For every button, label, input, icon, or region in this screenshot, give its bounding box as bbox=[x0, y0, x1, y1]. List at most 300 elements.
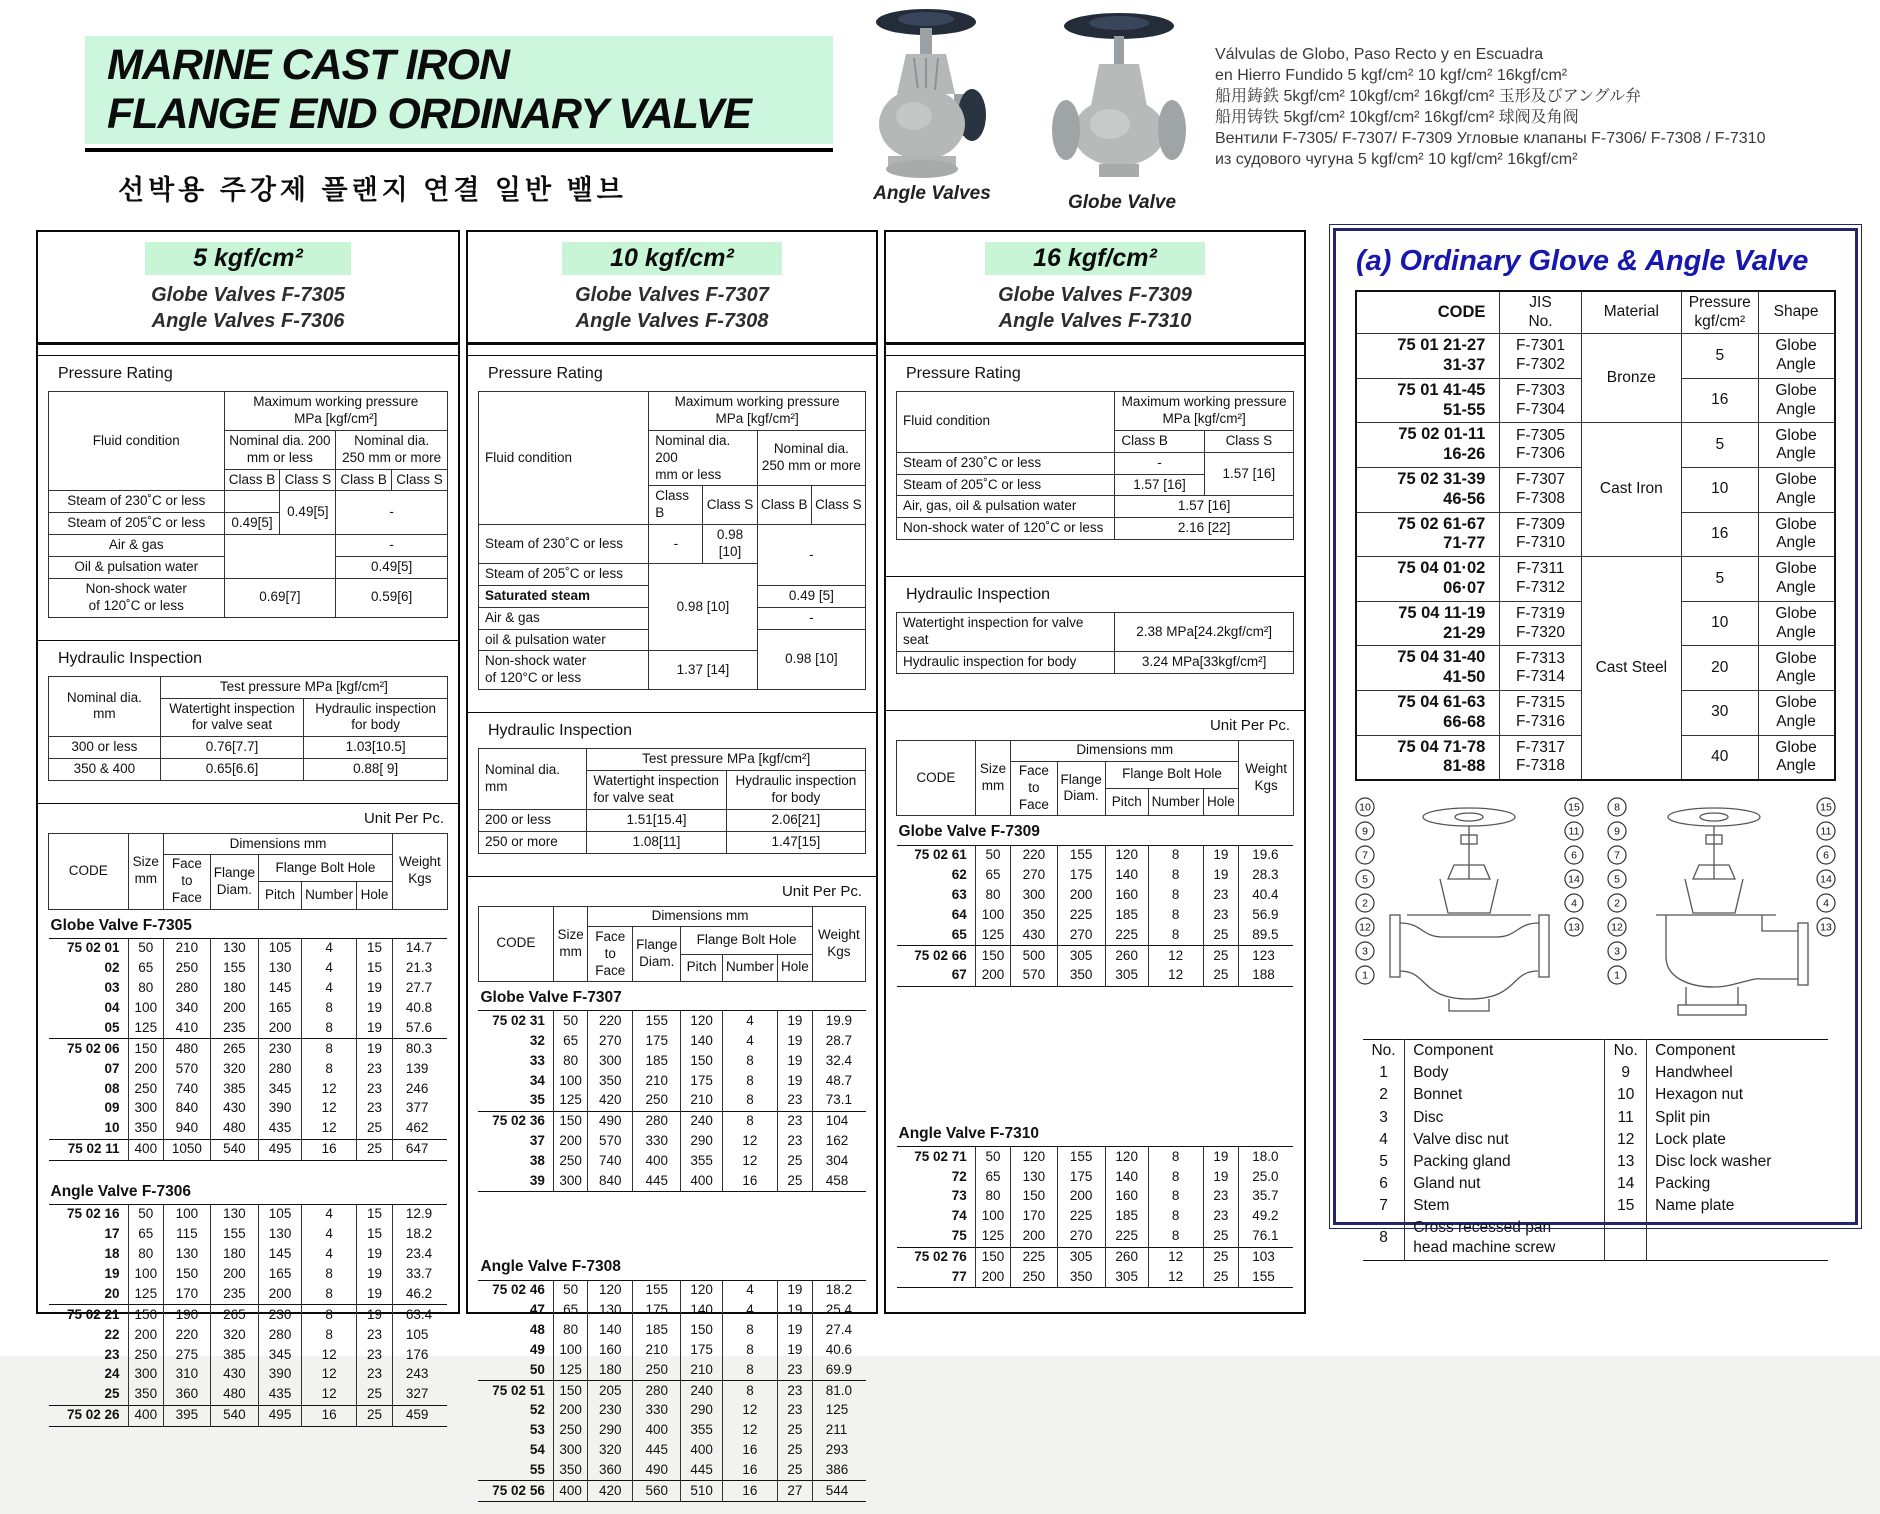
cell: 33 bbox=[478, 1051, 553, 1071]
cell: 740 bbox=[164, 1079, 211, 1099]
cell: 180 bbox=[210, 1245, 258, 1265]
pressure-badge: 5 kgf/cm² bbox=[145, 242, 351, 275]
cell: 8 bbox=[722, 1340, 777, 1360]
cell: 103 bbox=[1239, 1247, 1294, 1267]
cell: 75 01 41-45 51-55 bbox=[1356, 378, 1499, 423]
cell: 5 bbox=[1682, 334, 1759, 379]
cell: - bbox=[757, 607, 865, 629]
cell: 77 bbox=[897, 1267, 976, 1287]
cell: 0.88[ 9] bbox=[304, 759, 448, 781]
cell: 230 bbox=[588, 1401, 633, 1421]
cell: - bbox=[757, 525, 865, 586]
cell: 23 bbox=[777, 1360, 812, 1380]
code-jis-table bbox=[1348, 290, 1843, 781]
cell: Size mm bbox=[975, 740, 1010, 816]
cell: Hexagon nut bbox=[1647, 1084, 1828, 1106]
svg-text:2: 2 bbox=[1362, 898, 1368, 910]
cell: 19.6 bbox=[1239, 845, 1294, 865]
cell: 250 bbox=[128, 1345, 164, 1365]
cell bbox=[897, 986, 1294, 1118]
cell: 8 bbox=[1148, 885, 1203, 905]
cell: 150 bbox=[553, 1111, 588, 1131]
cell: Nominal dia. 250 mm or more bbox=[336, 430, 448, 469]
cell: 19 bbox=[777, 1320, 812, 1340]
cell: 100 bbox=[553, 1071, 588, 1091]
cell: 435 bbox=[259, 1119, 302, 1139]
cell: 25 bbox=[1203, 946, 1239, 966]
cell: 32.4 bbox=[812, 1051, 865, 1071]
cell: 23 bbox=[777, 1091, 812, 1111]
cell: 230 bbox=[259, 1305, 302, 1325]
cell: CODE bbox=[897, 740, 976, 816]
svg-text:5: 5 bbox=[1362, 874, 1368, 886]
cell: 4 bbox=[302, 959, 357, 979]
cell: 290 bbox=[681, 1132, 723, 1152]
cell: Class B bbox=[336, 469, 392, 491]
cell: 24 bbox=[49, 1365, 129, 1385]
cell: Steam of 205˚C or less bbox=[897, 474, 1115, 496]
cell: 350 bbox=[1057, 1267, 1105, 1287]
cell: 8 bbox=[722, 1071, 777, 1091]
cell: 410 bbox=[164, 1018, 211, 1038]
cell: Number bbox=[302, 882, 357, 909]
cell: 28.7 bbox=[812, 1031, 865, 1051]
cell: 350 bbox=[553, 1461, 588, 1481]
cell: 64 bbox=[897, 905, 976, 925]
cell: 360 bbox=[588, 1461, 633, 1481]
section-label: Pressure Rating bbox=[58, 365, 450, 383]
cell: F-7307 F-7308 bbox=[1500, 467, 1581, 512]
cell: Name plate bbox=[1647, 1195, 1828, 1217]
cell: Air & gas bbox=[49, 535, 225, 557]
cell: 4 bbox=[302, 979, 357, 999]
cell: Class B bbox=[649, 486, 703, 525]
cell: 280 bbox=[633, 1111, 681, 1131]
cell: 27 bbox=[777, 1481, 812, 1502]
cell: 420 bbox=[588, 1481, 633, 1502]
cell: 19 bbox=[777, 1011, 812, 1031]
cell: 18.0 bbox=[1239, 1147, 1294, 1167]
cell: 12 bbox=[722, 1152, 777, 1172]
cell: 81.0 bbox=[812, 1381, 865, 1401]
cell: 300 bbox=[128, 1099, 164, 1119]
cell: 25 bbox=[1203, 925, 1239, 945]
cell: F-7303 F-7304 bbox=[1500, 378, 1581, 423]
cell: 03 bbox=[49, 979, 129, 999]
cell: Globe Valve F-7309 bbox=[897, 816, 1294, 845]
cell: 355 bbox=[681, 1152, 723, 1172]
cell: 305 bbox=[1105, 1267, 1148, 1287]
hydraulic-inspection-section bbox=[468, 712, 876, 865]
cell: 200 bbox=[128, 1325, 164, 1345]
cell: 330 bbox=[633, 1132, 681, 1152]
cell: 570 bbox=[164, 1059, 211, 1079]
cell: 23 bbox=[357, 1345, 393, 1365]
cell: 04 bbox=[49, 999, 129, 1019]
cell: Class B bbox=[224, 469, 280, 491]
cell: 125 bbox=[128, 1018, 164, 1038]
cell: 12 bbox=[302, 1099, 357, 1119]
cell: 560 bbox=[633, 1481, 681, 1502]
cell: 23 bbox=[1203, 905, 1239, 925]
cell: 180 bbox=[210, 979, 258, 999]
cell: Number bbox=[1148, 788, 1203, 815]
cell: 25 bbox=[1203, 1227, 1239, 1247]
cell: 280 bbox=[164, 979, 211, 999]
cell: 400 bbox=[633, 1421, 681, 1441]
cell: 130 bbox=[588, 1301, 633, 1321]
cell: 23 bbox=[1203, 1207, 1239, 1227]
cell: 16 bbox=[1682, 378, 1759, 423]
cell: 280 bbox=[633, 1381, 681, 1401]
cell: 200 bbox=[259, 1284, 302, 1304]
cell: 75 04 61-63 66-68 bbox=[1356, 690, 1499, 735]
cell: 130 bbox=[210, 1204, 258, 1224]
cell: 16 bbox=[302, 1405, 357, 1426]
cell: 38 bbox=[478, 1152, 553, 1172]
cell: 150 bbox=[164, 1265, 211, 1285]
cell: 75 04 11-19 21-29 bbox=[1356, 601, 1499, 646]
cell: Disc bbox=[1405, 1107, 1605, 1129]
cell: 23 bbox=[1203, 885, 1239, 905]
cell: Hydraulic inspection for body bbox=[304, 698, 448, 737]
cell: 235 bbox=[210, 1018, 258, 1038]
cell: Globe Angle bbox=[1758, 423, 1835, 468]
cell: oil & pulsation water bbox=[478, 629, 648, 651]
cell: 8 bbox=[302, 1284, 357, 1304]
cell: 139 bbox=[392, 1059, 447, 1079]
cell: Hydraulic inspection for body bbox=[726, 771, 865, 810]
cell: Globe Angle bbox=[1758, 557, 1835, 602]
cell bbox=[1605, 1217, 1647, 1260]
cell: Face to Face bbox=[588, 927, 633, 982]
cell: 180 bbox=[588, 1360, 633, 1380]
cell: 458 bbox=[812, 1171, 865, 1191]
cell: 75 02 36 bbox=[478, 1111, 553, 1131]
cell: 23 bbox=[357, 1325, 393, 1345]
component-list-table bbox=[1348, 1039, 1843, 1260]
cell: 10 bbox=[1682, 601, 1759, 646]
section-label: Pressure Rating bbox=[906, 365, 1296, 383]
cell: 11 bbox=[1605, 1107, 1647, 1129]
cell: Globe Valve F-7307 bbox=[478, 982, 865, 1011]
cell: Pitch bbox=[259, 882, 302, 909]
cell: 125 bbox=[975, 1227, 1010, 1247]
cell: 8 bbox=[302, 1018, 357, 1038]
cell: 145 bbox=[259, 979, 302, 999]
cell: 125 bbox=[128, 1284, 164, 1304]
cell: 25 bbox=[1203, 966, 1239, 986]
cell: F-7311 F-7312 bbox=[1500, 557, 1581, 602]
multilingual-description bbox=[1215, 44, 1875, 170]
cell: 73 bbox=[897, 1187, 976, 1207]
cell: Steam of 205˚C or less bbox=[49, 513, 225, 535]
cell: Pitch bbox=[681, 954, 723, 981]
cell: Non-shock water of 120˚C or less bbox=[897, 518, 1115, 540]
cell: 05 bbox=[49, 1018, 129, 1038]
cell: 75 02 01-11 16-26 bbox=[1356, 423, 1499, 468]
cell: 430 bbox=[1011, 925, 1057, 945]
cell: 50 bbox=[478, 1360, 553, 1380]
cell: F-7301 F-7302 bbox=[1500, 334, 1581, 379]
cell: 435 bbox=[259, 1385, 302, 1405]
cell: 55 bbox=[478, 1461, 553, 1481]
cell: 175 bbox=[633, 1031, 681, 1051]
cell: 185 bbox=[633, 1051, 681, 1071]
cell: 510 bbox=[681, 1481, 723, 1502]
pressure-class-block-10kg bbox=[466, 230, 878, 1314]
cell: 89.5 bbox=[1239, 925, 1294, 945]
cell: Oil & pulsation water bbox=[49, 557, 225, 579]
cell: 120 bbox=[1105, 1147, 1148, 1167]
cell: 50 bbox=[975, 845, 1010, 865]
cell: JIS No. bbox=[1500, 291, 1581, 334]
cell: 16 bbox=[722, 1441, 777, 1461]
cell: 100 bbox=[975, 905, 1010, 925]
svg-text:8: 8 bbox=[1614, 802, 1620, 814]
cell: 250 bbox=[1011, 1267, 1057, 1287]
svg-text:1: 1 bbox=[1362, 970, 1368, 982]
cell: 100 bbox=[553, 1340, 588, 1360]
cell: 8 bbox=[1148, 925, 1203, 945]
cell: 19 bbox=[49, 1265, 129, 1285]
section-label: Hydraulic Inspection bbox=[488, 722, 868, 740]
cell: 13 bbox=[1605, 1151, 1647, 1173]
cell bbox=[224, 535, 336, 579]
cell: 8 bbox=[1148, 845, 1203, 865]
cell: 150 bbox=[128, 1039, 164, 1059]
cell: 647 bbox=[392, 1139, 447, 1160]
cell: Valve disc nut bbox=[1405, 1129, 1605, 1151]
hydraulic-inspection-section bbox=[886, 576, 1304, 700]
cell: Steam of 230˚C or less bbox=[897, 452, 1115, 474]
cell: 80 bbox=[975, 1187, 1010, 1207]
desc-japanese: 船用鋳鉄 5kgf/cm² 10kgf/cm² 16kgf/cm² 玉形及びアングル弁 bbox=[1215, 86, 1875, 107]
cell: 150 bbox=[681, 1051, 723, 1071]
cell: 175 bbox=[1057, 866, 1105, 886]
cell: 200 bbox=[1057, 1187, 1105, 1207]
cell: 480 bbox=[210, 1385, 258, 1405]
svg-text:1: 1 bbox=[1614, 970, 1620, 982]
svg-text:10: 10 bbox=[1359, 802, 1371, 814]
cell: 8 bbox=[1148, 866, 1203, 886]
cell: 17 bbox=[49, 1225, 129, 1245]
section-label: Hydraulic Inspection bbox=[906, 586, 1296, 604]
cell: 390 bbox=[259, 1365, 302, 1385]
cell: 4 bbox=[302, 938, 357, 958]
cell: 4 bbox=[302, 1245, 357, 1265]
cell: Component bbox=[1647, 1040, 1828, 1063]
cell: 250 bbox=[164, 959, 211, 979]
cell: 105 bbox=[392, 1325, 447, 1345]
cell: 459 bbox=[392, 1405, 447, 1426]
cell: 140 bbox=[1105, 866, 1148, 886]
cell: Shape bbox=[1758, 291, 1835, 334]
cell: Split pin bbox=[1647, 1107, 1828, 1129]
cell: 20 bbox=[49, 1284, 129, 1304]
cell: 940 bbox=[164, 1119, 211, 1139]
pressure-badge: 10 kgf/cm² bbox=[562, 242, 782, 275]
cell: 210 bbox=[633, 1340, 681, 1360]
cell: Hole bbox=[1203, 788, 1239, 815]
cell: 200 bbox=[128, 1059, 164, 1079]
cell: Nominal dia. mm bbox=[478, 749, 586, 810]
cell: 75 02 46 bbox=[478, 1280, 553, 1300]
cell: 25 bbox=[357, 1405, 393, 1426]
pressure-rating-section bbox=[468, 355, 876, 702]
cell: 120 bbox=[681, 1280, 723, 1300]
cell: 420 bbox=[588, 1091, 633, 1111]
svg-text:6: 6 bbox=[1571, 850, 1577, 862]
cell: Test pressure MPa [kgf/cm²] bbox=[160, 676, 447, 698]
cell: 225 bbox=[1057, 1207, 1105, 1227]
cell: 360 bbox=[164, 1385, 211, 1405]
cell: 16 bbox=[1682, 512, 1759, 557]
cell: 490 bbox=[588, 1111, 633, 1131]
cell: 120 bbox=[588, 1280, 633, 1300]
cell: 165 bbox=[259, 1265, 302, 1285]
svg-text:4: 4 bbox=[1571, 898, 1577, 910]
cell: 8 bbox=[1148, 905, 1203, 925]
angle-valves-caption: Angle Valves bbox=[852, 183, 1012, 205]
cell: 385 bbox=[210, 1345, 258, 1365]
section-label: Hydraulic Inspection bbox=[58, 650, 450, 668]
svg-text:7: 7 bbox=[1362, 850, 1368, 862]
cell: 5 bbox=[1682, 557, 1759, 602]
cell: 430 bbox=[210, 1365, 258, 1385]
cell: 18.2 bbox=[812, 1280, 865, 1300]
cell: 350 bbox=[128, 1119, 164, 1139]
cell: Class S bbox=[1204, 430, 1293, 452]
cell: 8 bbox=[722, 1111, 777, 1131]
cell: 65 bbox=[128, 1225, 164, 1245]
cell: 50 bbox=[128, 1204, 164, 1224]
cell: 50 bbox=[975, 1147, 1010, 1167]
hydraulic-inspection-table bbox=[46, 676, 450, 781]
cell: 0.76[7.7] bbox=[160, 737, 304, 759]
cell: 40.6 bbox=[812, 1340, 865, 1360]
cell: Maximum working pressure MPa [kgf/cm²] bbox=[1115, 392, 1294, 431]
cell: Globe Angle bbox=[1758, 467, 1835, 512]
cell: 570 bbox=[1011, 966, 1057, 986]
cell: 50 bbox=[553, 1280, 588, 1300]
cell: 75 02 51 bbox=[478, 1381, 553, 1401]
cell: 19 bbox=[777, 1280, 812, 1300]
cell: 175 bbox=[633, 1301, 681, 1321]
cell: 246 bbox=[392, 1079, 447, 1099]
cell: Handwheel bbox=[1647, 1062, 1828, 1084]
cell: 105 bbox=[259, 938, 302, 958]
cell: 330 bbox=[633, 1401, 681, 1421]
cell: 47 bbox=[478, 1301, 553, 1321]
cell: 49 bbox=[478, 1340, 553, 1360]
cell: 462 bbox=[392, 1119, 447, 1139]
cell: 1.47[15] bbox=[726, 831, 865, 853]
pressure-badge: 16 kgf/cm² bbox=[985, 242, 1205, 275]
cell: 150 bbox=[1011, 1187, 1057, 1207]
cell: 305 bbox=[1057, 946, 1105, 966]
cell: Air, gas, oil & pulsation water bbox=[897, 496, 1115, 518]
cell: 120 bbox=[681, 1011, 723, 1031]
cell: 19 bbox=[357, 1018, 393, 1038]
cell: 12 bbox=[722, 1421, 777, 1441]
cell: 35 bbox=[478, 1091, 553, 1111]
cell: 270 bbox=[1011, 866, 1057, 886]
cell: 4 bbox=[722, 1011, 777, 1031]
globe-valve-model: Globe Valves F-7309 bbox=[886, 282, 1304, 308]
korean-subtitle: 선박용 주강제 플랜지 연결 일반 밸브 bbox=[118, 168, 627, 207]
cell: 25 bbox=[1203, 1247, 1239, 1267]
cell: 200 bbox=[259, 1018, 302, 1038]
pressure-rating-table bbox=[46, 391, 450, 618]
cell: 495 bbox=[259, 1139, 302, 1160]
cell: 14.7 bbox=[392, 938, 447, 958]
cell: 211 bbox=[812, 1421, 865, 1441]
cell: 75 02 01 bbox=[49, 938, 129, 958]
cell: 25 bbox=[1203, 1267, 1239, 1287]
cell: 73.1 bbox=[812, 1091, 865, 1111]
dimensions-section bbox=[38, 803, 458, 1439]
cell: 10 bbox=[1605, 1084, 1647, 1106]
cell: Non-shock water of 120˚C or less bbox=[49, 578, 225, 617]
cell: 300 bbox=[553, 1171, 588, 1191]
cell: 225 bbox=[1105, 925, 1148, 945]
cell: 220 bbox=[1011, 845, 1057, 865]
cell: Watertight inspection for valve seat bbox=[587, 771, 726, 810]
cell: 15 bbox=[1605, 1195, 1647, 1217]
cell: Flange Bolt Hole bbox=[1105, 761, 1238, 788]
cell: 280 bbox=[259, 1059, 302, 1079]
cell: 1 bbox=[1363, 1062, 1405, 1084]
cell: Dimensions mm bbox=[164, 834, 393, 855]
cell: 100 bbox=[128, 1265, 164, 1285]
angle-valve-photo bbox=[862, 6, 997, 184]
cell: 15 bbox=[357, 1204, 393, 1224]
cell: 350 bbox=[128, 1385, 164, 1405]
cell: 0.49 [5] bbox=[757, 585, 865, 607]
cell: 25 bbox=[777, 1441, 812, 1461]
cell: 280 bbox=[259, 1325, 302, 1345]
cell: 8 bbox=[302, 1039, 357, 1059]
desc-spanish-1: Válvulas de Globo, Paso Recto y en Escuadra bbox=[1215, 44, 1875, 65]
cell: 445 bbox=[681, 1461, 723, 1481]
dimensions-table bbox=[46, 833, 450, 1427]
svg-text:3: 3 bbox=[1362, 946, 1368, 958]
cell bbox=[478, 1192, 865, 1252]
cell: 50 bbox=[553, 1011, 588, 1031]
cell: 240 bbox=[681, 1381, 723, 1401]
cell: 19 bbox=[1203, 1167, 1239, 1187]
cell: Fluid condition bbox=[897, 392, 1115, 453]
cell: 75 04 71-78 81-88 bbox=[1356, 735, 1499, 780]
cell: 130 bbox=[1011, 1167, 1057, 1187]
cell: 2.38 MPa[24.2kgf/cm²] bbox=[1115, 613, 1294, 652]
cell: F-7319 F-7320 bbox=[1500, 601, 1581, 646]
cell: Maximum working pressure MPa [kgf/cm²] bbox=[649, 392, 866, 431]
cell: 14 bbox=[1605, 1173, 1647, 1195]
cell: 105 bbox=[259, 1204, 302, 1224]
cell: 23 bbox=[49, 1345, 129, 1365]
cell: 12 bbox=[1605, 1129, 1647, 1151]
cell: 400 bbox=[553, 1481, 588, 1502]
cell: 12 bbox=[302, 1365, 357, 1385]
cell: 200 bbox=[210, 999, 258, 1019]
cell: Test pressure MPa [kgf/cm²] bbox=[587, 749, 866, 771]
cell: 170 bbox=[164, 1284, 211, 1304]
cell: 18 bbox=[49, 1245, 129, 1265]
dimensions-table bbox=[476, 906, 868, 1503]
cell: 53 bbox=[478, 1421, 553, 1441]
